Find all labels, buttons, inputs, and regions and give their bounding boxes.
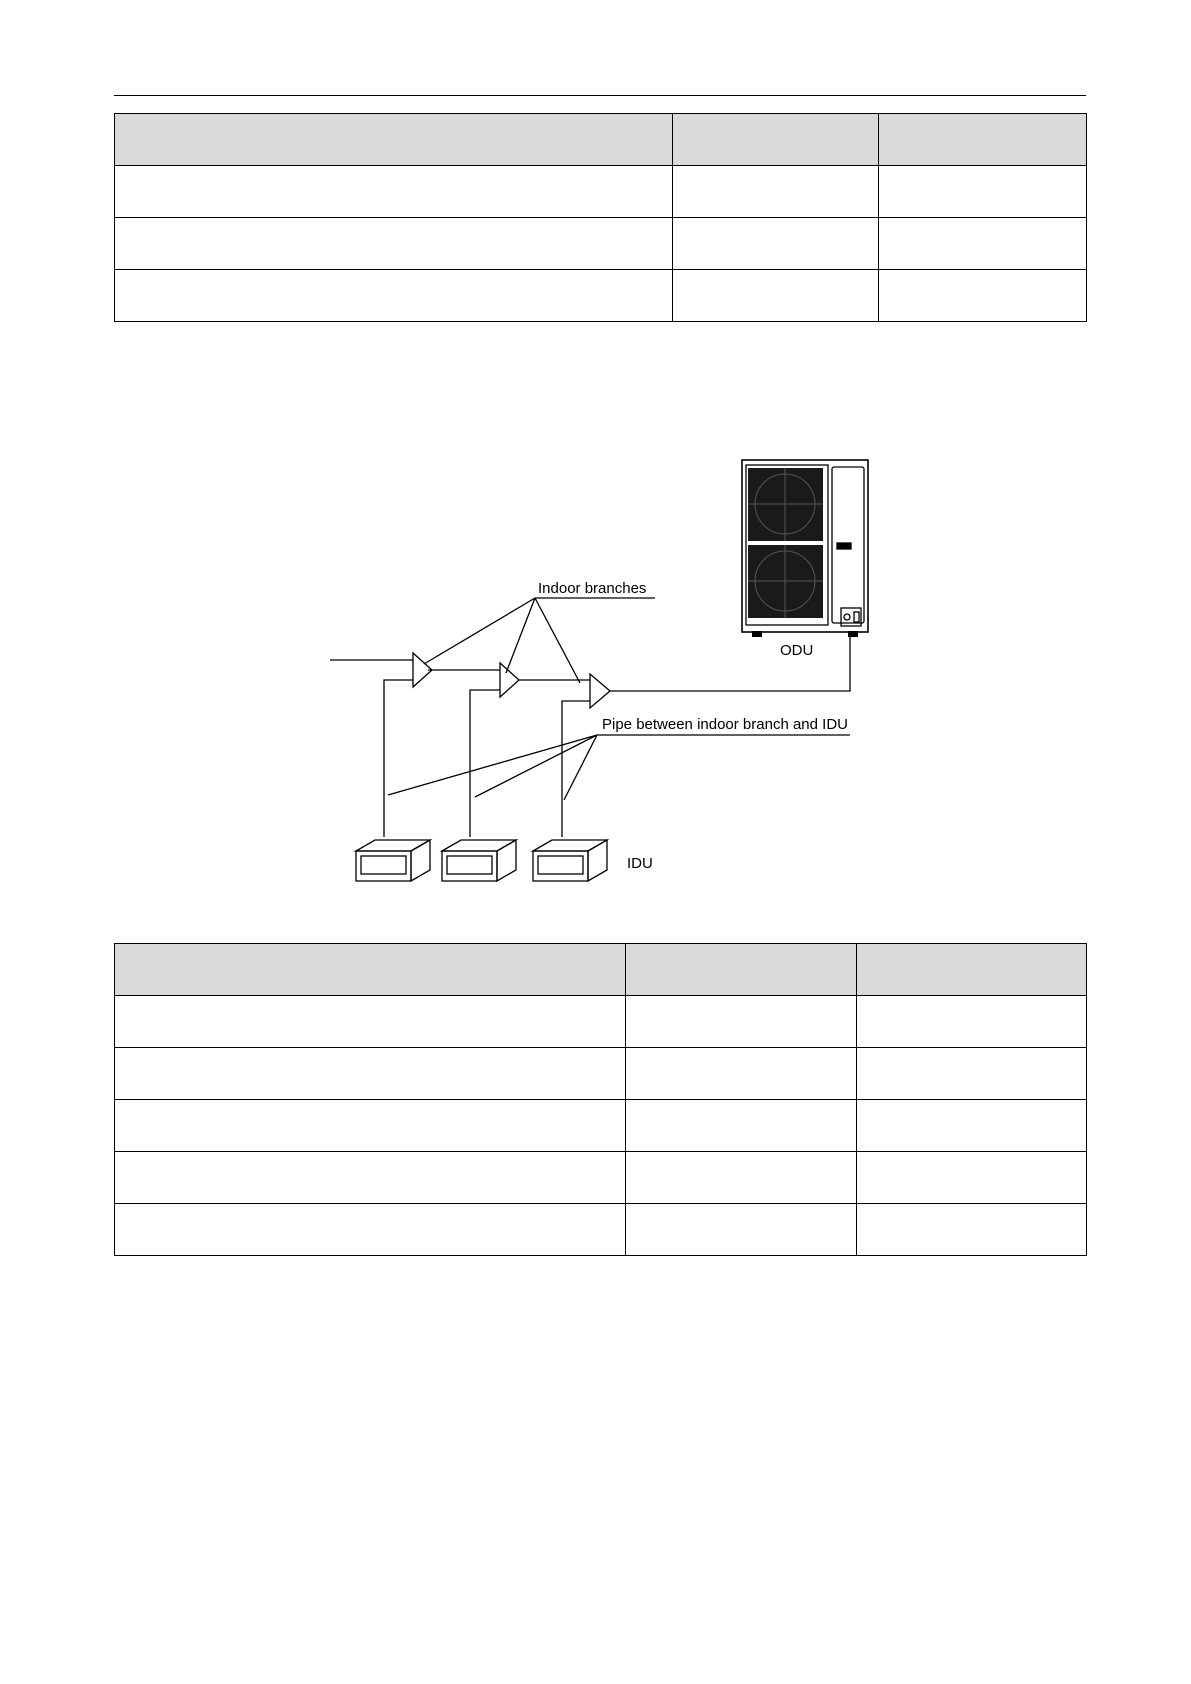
table-row xyxy=(115,1100,1087,1152)
label-idu: IDU xyxy=(627,855,653,872)
table-cell xyxy=(857,944,1087,996)
table-cell xyxy=(673,166,879,218)
table-cell xyxy=(879,114,1087,166)
table-cell xyxy=(115,1100,626,1152)
table-row xyxy=(115,218,1087,270)
table-cell xyxy=(857,996,1087,1048)
table-cell xyxy=(115,1152,626,1204)
table-cell xyxy=(857,1048,1087,1100)
odu-unit-icon xyxy=(742,460,868,637)
table-cell xyxy=(115,166,673,218)
table-cell xyxy=(626,1152,857,1204)
table-row xyxy=(115,166,1087,218)
table-cell xyxy=(115,1204,626,1256)
pipe-spec-table-top xyxy=(114,113,1087,322)
table-cell xyxy=(115,996,626,1048)
table-cell xyxy=(673,270,879,322)
table-cell xyxy=(857,1152,1087,1204)
table-cell xyxy=(115,114,673,166)
table-cell xyxy=(673,218,879,270)
table-row xyxy=(115,1204,1087,1256)
table-row xyxy=(115,1152,1087,1204)
label-indoor-branches: Indoor branches xyxy=(538,580,647,597)
label-odu: ODU xyxy=(780,642,814,659)
table-cell xyxy=(115,1048,626,1100)
idu-unit-icon xyxy=(442,840,516,881)
idu-unit-icon xyxy=(356,840,430,881)
table-row xyxy=(115,1048,1087,1100)
table-cell xyxy=(115,218,673,270)
odu-connection-pipe xyxy=(610,633,850,691)
table-header-row xyxy=(115,944,1087,996)
table-cell xyxy=(673,114,879,166)
table-cell xyxy=(626,1048,857,1100)
table-row xyxy=(115,270,1087,322)
header-rule xyxy=(114,95,1086,96)
pipe-spec-table-bottom xyxy=(114,943,1087,1256)
table-cell xyxy=(115,270,673,322)
table-cell xyxy=(857,1100,1087,1152)
idu-unit-icon xyxy=(533,840,607,881)
table-cell xyxy=(879,166,1087,218)
indoor-branch-icon xyxy=(590,674,610,708)
piping-diagram xyxy=(330,455,890,910)
table-cell xyxy=(879,270,1087,322)
table-cell xyxy=(626,996,857,1048)
table-cell xyxy=(879,218,1087,270)
label-pipe: Pipe between indoor branch and IDU xyxy=(602,716,848,733)
table-row xyxy=(115,996,1087,1048)
table-cell xyxy=(626,1204,857,1256)
table-cell xyxy=(115,944,626,996)
table-header-row xyxy=(115,114,1087,166)
indoor-branch-icon xyxy=(500,663,519,697)
table-cell xyxy=(626,944,857,996)
table-cell xyxy=(857,1204,1087,1256)
table-cell xyxy=(626,1100,857,1152)
